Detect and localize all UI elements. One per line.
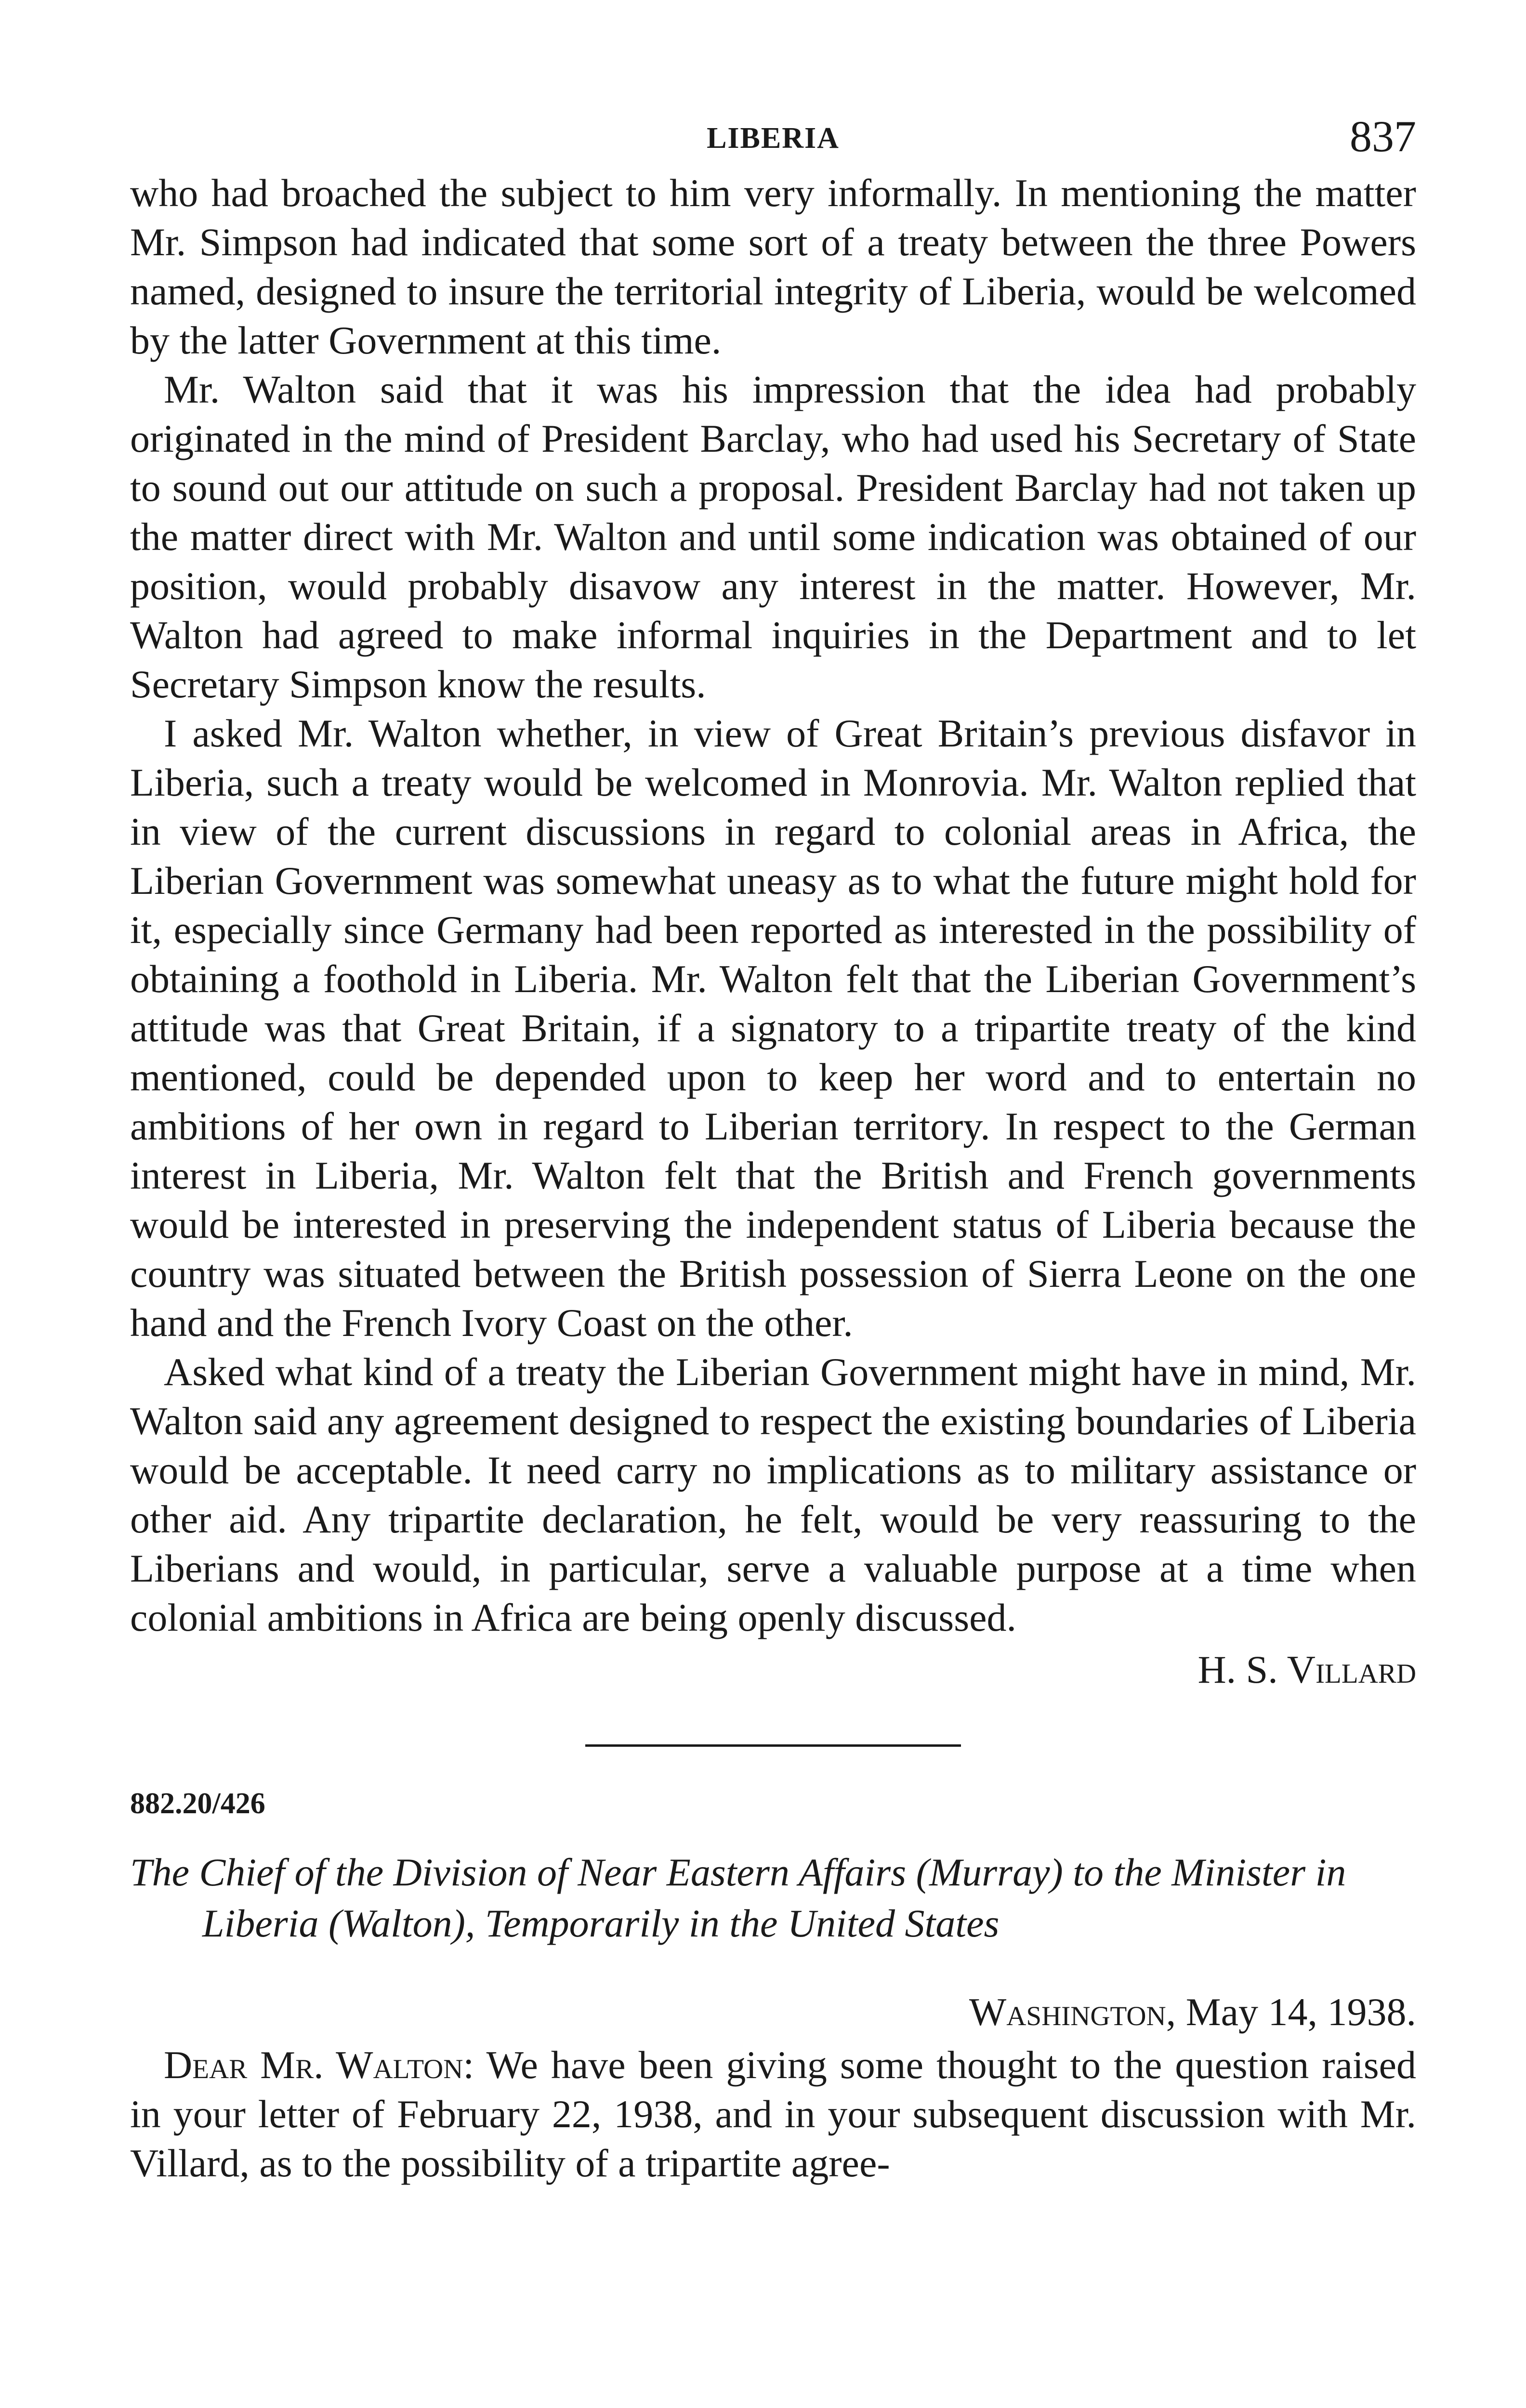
signature: H. S. Villard (1197, 1648, 1416, 1691)
paragraph-treaty-welcome: I asked Mr. Walton whether, in view of Great Britain’s previous disfavor in Liberia, such a treaty would be welcomed in Monrovia. Mr. Walton replied that in view of the current discussions in regard to colonial areas in Africa, the Liberian Government was somewhat uneasy as to what the future might hold for it, especially since Germany had been reported as interested in the possibility of obtaining a foothold in Liberia. Mr. Walton felt that the Liberian Government’s attitude was that Great Britain, if a signatory to a tripartite treaty of the kind mentioned, could be depended upon to keep her word and to entertain no ambitions of her own in regard to Liberian territory. In respect to the German interest in Liberia, Mr. Walton felt that the British and French governments would be interested in preserving the independent status of Liberia because the country was situated between the British possession of Sierra Leone on the one hand and the French Ivory Coast on the other. (130, 711, 1416, 1345)
paragraph-walton-impression: Mr. Walton said that it was his impression that the idea had probably originated in the mind of President Barclay, who had used his Secretary of State to sound out our attitude on such a proposal. President Barclay had not taken up the matter direct with Mr. Walton and until some indication was obtained of our position, would probably disavow any interest in the matter. However, Mr. Walton had agreed to make informal inquiries in the Department and to let Secretary Simpson know the results. (130, 367, 1416, 706)
running-title: LIBERIA (707, 122, 840, 155)
salutation: Dear Mr. Walton (164, 2043, 463, 2087)
letter-opening (130, 2041, 1416, 2188)
paragraph-kind-of-treaty: Asked what kind of a treaty the Liberian Government might have in mind, Mr. Walton said any agreement designed to respect the existing boundaries of Liberia would be acceptable. It need carry no implications as to military assistance or other aid. Any tripartite declaration, he felt, would be very reassuring to the Liberians and would, in particular, serve a valuable purpose at a time when colonial ambitions in Africa are being openly discussed. (130, 1350, 1416, 1639)
section-divider (585, 1744, 961, 1747)
running-head (130, 111, 1416, 169)
file-number: 882.20/426 (130, 1787, 265, 1820)
paragraph-continued: who had broached the subject to him very informally. In mentioning the matter Mr. Simpson had indicated that some sort of a treaty between the three Powers named, designed to insure the territorial integrity of Liberia, would be welcomed by the latter Government at this time. (130, 171, 1416, 362)
dateline-date: , May 14, 1938. (1166, 1990, 1416, 2034)
dateline-place: Washington (969, 1990, 1166, 2034)
dateline (130, 1988, 1416, 2037)
letter-opening-text: : We have been giving some thought to the question raised in your letter of February 22, 1938, and in your subsequent discussion with Mr. Villard, as to the possibility of a tripartite agree- (130, 2043, 1416, 2185)
document-page (130, 111, 1416, 2188)
page-number: 837 (1350, 112, 1416, 161)
document-heading: The Chief of the Division of Near Eastern Affairs (Murray) to the Minister in Liberia (Walton), Temporarily in the United States (130, 1850, 1346, 1945)
